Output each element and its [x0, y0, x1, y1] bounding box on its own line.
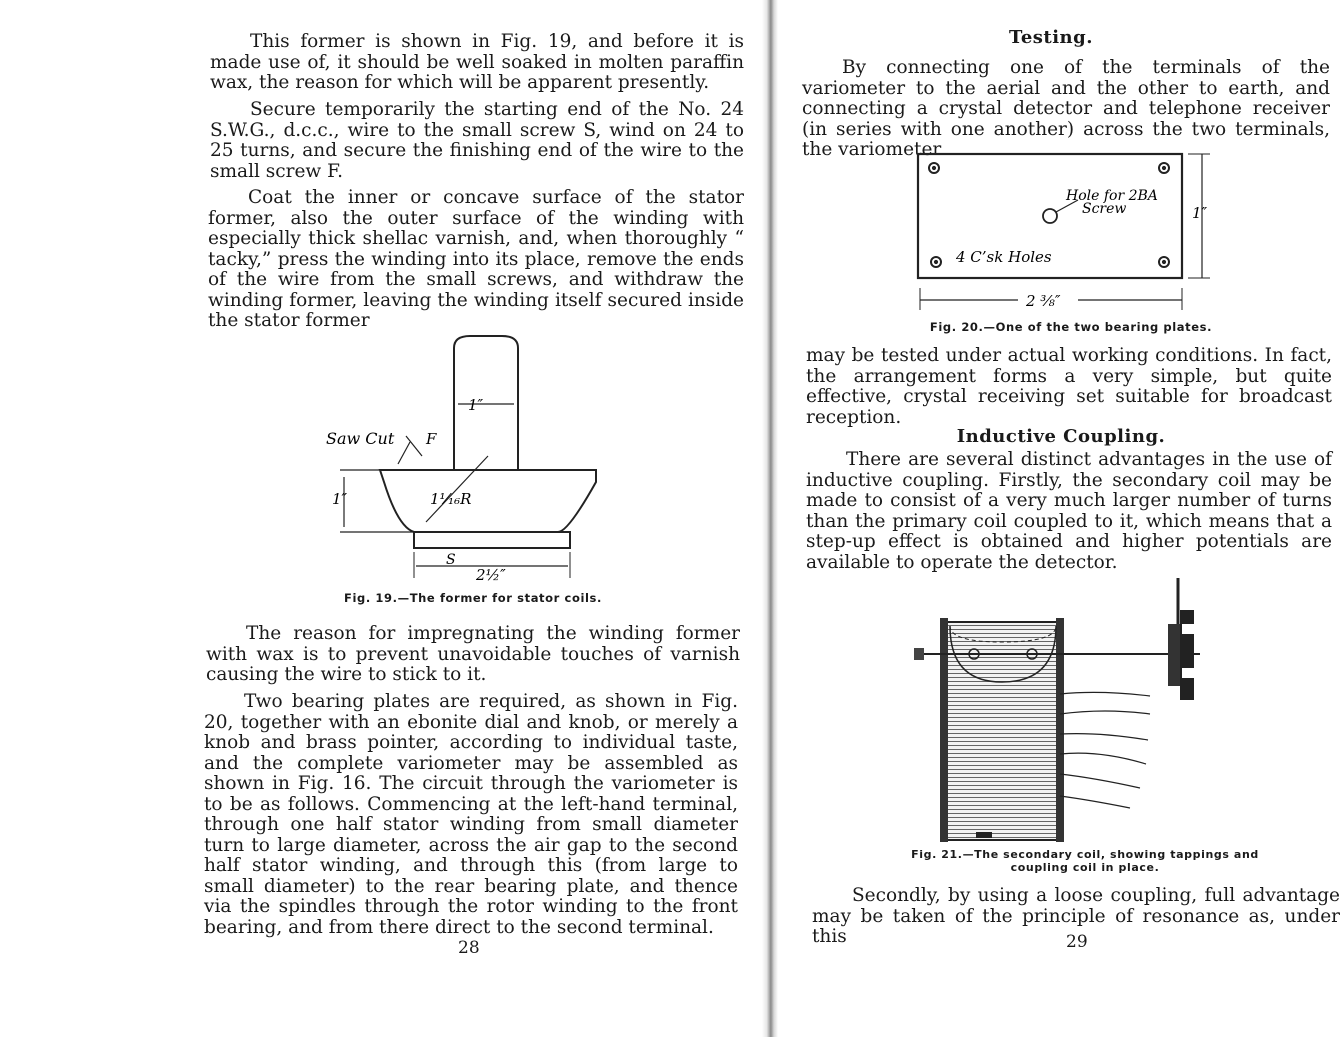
figure-21-caption: Fig. 21.—The secondary coil, showing tappings and coupling coil in place.	[911, 848, 1259, 874]
paragraph-4: The reason for impregnating the winding former with wax is to prevent unavoidable touches of varnish causing the wire to stick to it.	[206, 623, 740, 685]
fig19-label-one-inch-top: 1″	[468, 396, 484, 414]
fig19-label-saw-cut: Saw Cut	[326, 429, 395, 448]
page-number-left: 28	[458, 938, 480, 958]
fig19-label-width: 2½″	[476, 566, 506, 584]
right-page	[776, 0, 1343, 1037]
heading-inductive-coupling: Inductive Coupling.	[956, 426, 1166, 447]
figure-20-bearing-plate	[906, 150, 1216, 312]
page-number-right: 29	[1066, 932, 1088, 952]
figure-19-caption: Fig. 19.—The former for stator coils.	[344, 591, 602, 605]
paragraph-1: This former is shown in Fig. 19, and before it is made use of, it should be well soaked in molten paraffin wax, the reason for which will be apparent presently.	[210, 31, 744, 93]
fig20-label-csk-holes: 4 C’sk Holes	[956, 248, 1052, 266]
fig20-label-screw: Screw	[1082, 201, 1127, 217]
paragraph-2: Secure temporarily the starting end of the No. 24 S.W.G., d.c.c., wire to the small screw S, wind on 24 to 25 turns, and secure the finishing end of the wire to the small screw F.	[210, 99, 744, 182]
paragraph-5: Two bearing plates are required, as shown in Fig. 20, together with an ebonite dial and knob, or merely a knob and brass pointer, according to individual taste, and the complete variometer may be assembled as shown in Fig. 16. The circuit through the variometer is to be as follows. Commencing at the left-hand terminal, through one half stator winding from small diameter turn to large diameter, across the air gap to the second half stator winding, and through this (from large to small diameter) to the rear bearing plate, and thence via the spindles through the rotor winding to the front bearing, and from there direct to the second terminal.	[204, 691, 738, 938]
figure-20-caption: Fig. 20.—One of the two bearing plates.	[929, 320, 1213, 334]
fig20-label-width: 2 ⅜″	[1026, 292, 1061, 310]
fig20-label-height: 1″	[1192, 204, 1208, 222]
continued-paragraph: may be tested under actual working conditions. In fact, the arrangement forms a very simple, but quite effective, crystal receiving set suitable for broadcast reception.	[806, 345, 1332, 428]
testing-paragraph: By connecting one of the terminals of the variometer to the aerial and the other to earth, and connecting a crystal detector and telephone receiver (in series with one another) across the two terminals, the variometer	[802, 57, 1330, 160]
fig19-label-s: S	[446, 552, 456, 568]
fig19-label-radius: 1¹⁄₁₆R	[430, 490, 472, 508]
final-paragraph: Secondly, by using a loose coupling, full advantage may be taken of the principle of resonance as, under this	[812, 885, 1340, 947]
inductive-paragraph: There are several distinct advantages in the use of inductive coupling. Firstly, the secondary coil may be made to consist of a very much larger number of turns than the primary coil coupled to it, which means that a step-up effect is obtained and higher potentials are available to operate the detector.	[806, 449, 1332, 573]
fig20-label-hole: Hole for 2BA	[1066, 188, 1158, 204]
fig19-label-one-inch-side: 1″	[332, 490, 348, 508]
figure-19-stator-former	[318, 332, 618, 594]
heading-testing: Testing.	[1008, 27, 1093, 48]
fig19-label-f: F	[426, 430, 437, 448]
paragraph-3: Coat the inner or concave surface of the stator former, also the outer surface of the winding with especially thick shellac varnish, and, when thoroughly “ tacky,” press the winding into its place, remove the ends of the wire from the small screws, and withdraw the winding former, leaving the winding itself secured inside the stator former	[208, 187, 744, 331]
figure-21-secondary-coil	[910, 574, 1230, 846]
